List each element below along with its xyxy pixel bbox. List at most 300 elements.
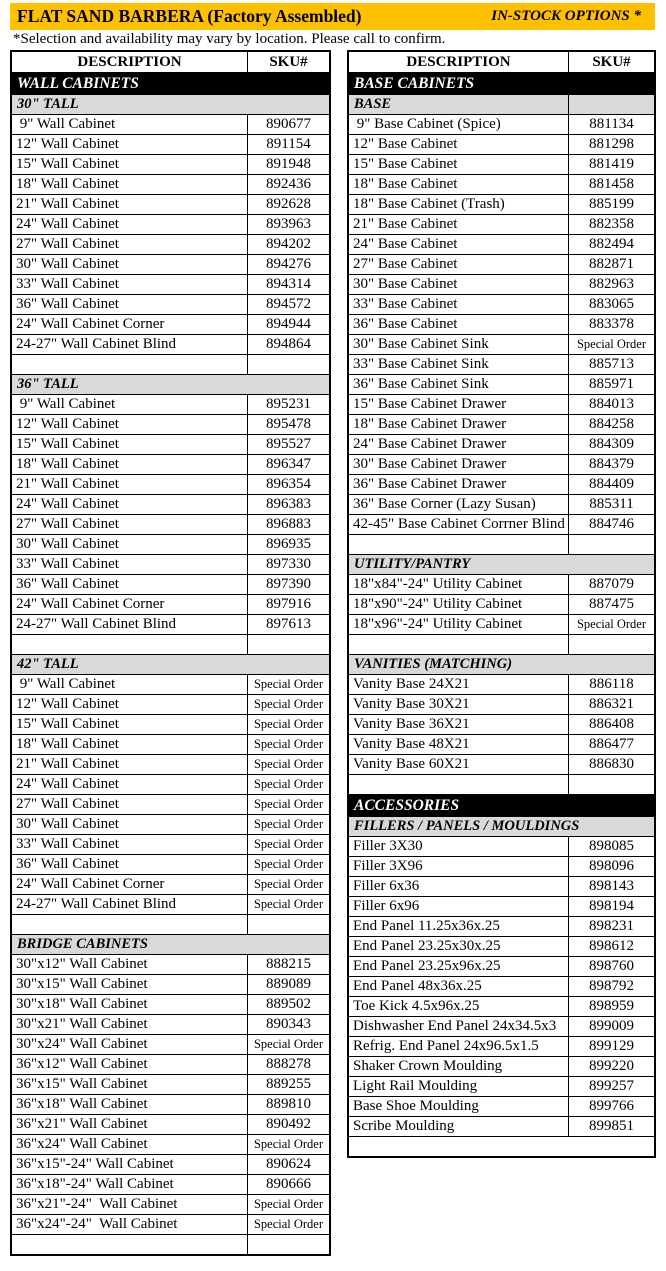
table-row (12, 754, 329, 774)
table-row (12, 214, 329, 234)
table-row (12, 514, 329, 534)
description-cell: 33" Base Cabinet Sink (353, 356, 489, 372)
sku-cell: 886321 (568, 695, 654, 714)
description-cell: 18" Base Cabinet Drawer (353, 416, 507, 432)
description-cell: Filler 6x96 (353, 898, 420, 914)
sku-cell: 898792 (568, 977, 654, 996)
spacer-description-cell (12, 635, 247, 654)
description-cell: 24" Wall Cabinet Corner (16, 596, 165, 612)
sku-cell: 898760 (568, 957, 654, 976)
description-cell: 30" Base Cabinet Drawer (353, 456, 507, 472)
table-row (12, 394, 329, 414)
description-cell: 42-45" Base Cabinet Corrner Blind (353, 516, 565, 532)
category-band (349, 794, 654, 816)
description-cell: 12" Wall Cabinet (16, 696, 119, 712)
wall-cabinets-table (10, 50, 331, 1256)
description-cell: 36" Base Cabinet (353, 316, 458, 332)
description-cell: 9" Wall Cabinet (16, 396, 116, 412)
sku-cell: Special Order (247, 775, 329, 794)
section-header-row (349, 654, 654, 674)
description-cell: Filler 3X96 (353, 858, 423, 874)
table-row (12, 194, 329, 214)
section-label: FILLERS / PANELS / MOULDINGS (354, 818, 580, 834)
description-cell: Shaker Crown Moulding (353, 1058, 503, 1074)
description-cell: 12" Wall Cabinet (16, 136, 119, 152)
sku-cell: Special Order (247, 1035, 329, 1054)
description-cell: 18"x90"-24" Utility Cabinet (353, 596, 523, 612)
table-row (349, 154, 654, 174)
sku-cell: 881134 (568, 115, 654, 134)
sku-cell: 888215 (247, 955, 329, 974)
sku-cell: 892628 (247, 195, 329, 214)
sku-cell: 890492 (247, 1115, 329, 1134)
table-row (12, 114, 329, 134)
table-row (12, 434, 329, 454)
table-row (12, 474, 329, 494)
description-cell: 30"x21" Wall Cabinet (16, 1016, 148, 1032)
description-cell: 30"x18" Wall Cabinet (16, 996, 148, 1012)
description-cell: 30" Base Cabinet Sink (353, 336, 489, 352)
spacer-row (12, 634, 329, 654)
sku-cell: 894572 (247, 295, 329, 314)
description-cell: 15" Wall Cabinet (16, 436, 119, 452)
sku-cell: 894276 (247, 255, 329, 274)
table-row (12, 1174, 329, 1194)
description-cell: Vanity Base 60X21 (353, 756, 470, 772)
description-cell: 9" Wall Cabinet (16, 116, 116, 132)
sku-cell: 898959 (568, 997, 654, 1016)
description-cell: 24" Base Cabinet (353, 236, 458, 252)
spacer-sku-cell (568, 775, 654, 794)
section-header-row (349, 94, 654, 114)
table-row (12, 954, 329, 974)
table-row (12, 554, 329, 574)
sku-cell: Special Order (247, 675, 329, 694)
sku-cell: 897330 (247, 555, 329, 574)
sku-cell: 899766 (568, 1097, 654, 1116)
sku-cell: Special Order (247, 1135, 329, 1154)
sku-cell: 896883 (247, 515, 329, 534)
sku-cell: 889810 (247, 1095, 329, 1114)
sku-cell: Special Order (247, 695, 329, 714)
sku-cell: 895231 (247, 395, 329, 414)
sku-cell: 897916 (247, 595, 329, 614)
spacer-row (12, 1234, 329, 1254)
category-band (349, 72, 654, 94)
description-cell: Base Shoe Moulding (353, 1098, 479, 1114)
table-row (12, 1194, 329, 1214)
spacer-sku-cell (247, 635, 329, 654)
table-row (349, 474, 654, 494)
description-cell: 24" Base Cabinet Drawer (353, 436, 507, 452)
description-cell: 18" Base Cabinet (353, 176, 458, 192)
description-cell: 24" Wall Cabinet Corner (16, 316, 165, 332)
base-cabinets-accessories-table (347, 50, 656, 1158)
sku-cell: 898143 (568, 877, 654, 896)
table-row (12, 454, 329, 474)
description-cell: Light Rail Moulding (353, 1078, 478, 1094)
table-row (12, 1114, 329, 1134)
sku-cell: 899851 (568, 1117, 654, 1136)
sku-cell: 892436 (247, 175, 329, 194)
table-row (349, 274, 654, 294)
table-row (349, 614, 654, 634)
table-row (349, 174, 654, 194)
description-cell: 18"x96"-24" Utility Cabinet (353, 616, 523, 632)
description-cell: 12" Base Cabinet (353, 136, 458, 152)
description-cell: Vanity Base 36X21 (353, 716, 470, 732)
table-row (349, 1116, 654, 1136)
description-cell: 36" Base Cabinet Drawer (353, 476, 507, 492)
spacer-description-cell (349, 535, 568, 554)
description-cell: Toe Kick 4.5x96x.25 (353, 998, 480, 1014)
description-cell: 18"x84"-24" Utility Cabinet (353, 576, 523, 592)
table-row (12, 494, 329, 514)
table-row (349, 134, 654, 154)
table-row (12, 314, 329, 334)
column-header-row (349, 52, 654, 72)
section-header-row (12, 934, 329, 954)
in-stock-options-label: IN-STOCK OPTIONS * (491, 8, 641, 24)
description-cell: 15" Wall Cabinet (16, 716, 119, 732)
table-row (12, 694, 329, 714)
description-cell: 27" Wall Cabinet (16, 516, 119, 532)
table-row (349, 214, 654, 234)
sku-cell: 898096 (568, 857, 654, 876)
description-cell: 15" Wall Cabinet (16, 156, 119, 172)
table-row (349, 574, 654, 594)
table-row (12, 794, 329, 814)
table-row (12, 774, 329, 794)
sku-cell: 891948 (247, 155, 329, 174)
spacer-description-cell (12, 355, 247, 374)
table-row (12, 1034, 329, 1054)
section-label: VANITIES (MATCHING) (354, 656, 513, 672)
sku-cell: 890624 (247, 1155, 329, 1174)
description-cell: 36" Base Cabinet Sink (353, 376, 489, 392)
description-cell: Vanity Base 30X21 (353, 696, 470, 712)
column-header-sku: SKU# (247, 52, 329, 72)
sku-cell: 886477 (568, 735, 654, 754)
sku-cell: 883378 (568, 315, 654, 334)
description-cell: 21" Base Cabinet (353, 216, 458, 232)
table-row (349, 916, 654, 936)
description-cell: 33" Wall Cabinet (16, 556, 119, 572)
table-row (12, 894, 329, 914)
table-row (349, 674, 654, 694)
section-label: 42" TALL (17, 656, 79, 672)
sku-cell: 896935 (247, 535, 329, 554)
table-row (349, 594, 654, 614)
description-cell: End Panel 48x36x.25 (353, 978, 482, 994)
table-row (12, 174, 329, 194)
sku-cell: 899129 (568, 1037, 654, 1056)
description-cell: 24" Wall Cabinet (16, 776, 119, 792)
description-cell: 9" Base Cabinet (Spice) (353, 116, 501, 132)
sku-cell: 887079 (568, 575, 654, 594)
sku-cell: 895478 (247, 415, 329, 434)
table-row (349, 294, 654, 314)
description-cell: Dishwasher End Panel 24x34.5x3 (353, 1018, 557, 1034)
table-row (349, 936, 654, 956)
section-header-row (349, 816, 654, 836)
sku-cell: 884379 (568, 455, 654, 474)
spacer-sku-cell (247, 1235, 329, 1254)
sku-cell: 890666 (247, 1175, 329, 1194)
section-label: 30" TALL (17, 96, 79, 112)
spacer-sku-cell (568, 635, 654, 654)
sku-cell: 887475 (568, 595, 654, 614)
description-cell: 36"x24"-24" Wall Cabinet (16, 1216, 178, 1232)
sku-cell: 885199 (568, 195, 654, 214)
spacer-sku-cell (247, 915, 329, 934)
spacer-row (349, 1136, 654, 1156)
sku-cell: 881419 (568, 155, 654, 174)
page-title: FLAT SAND BARBERA (Factory Assembled) (17, 6, 362, 26)
description-cell: 15" Base Cabinet (353, 156, 458, 172)
description-cell: 24-27" Wall Cabinet Blind (16, 616, 177, 632)
spacer-row (12, 914, 329, 934)
spacer-description-cell (12, 1235, 247, 1254)
description-cell: 21" Wall Cabinet (16, 196, 119, 212)
table-row (349, 996, 654, 1016)
sku-cell: 884746 (568, 515, 654, 534)
sku-cell: 898612 (568, 937, 654, 956)
table-row (349, 694, 654, 714)
sku-cell: Special Order (568, 615, 654, 634)
table-row (12, 614, 329, 634)
description-cell: 36"x21" Wall Cabinet (16, 1116, 148, 1132)
category-band (12, 72, 329, 94)
table-row (349, 334, 654, 354)
column-header-sku: SKU# (568, 52, 654, 72)
description-cell: End Panel 11.25x36x.25 (353, 918, 500, 934)
table-row (12, 714, 329, 734)
sku-cell: Special Order (247, 855, 329, 874)
table-row (349, 734, 654, 754)
table-row (349, 454, 654, 474)
section-sku-cell (568, 95, 654, 114)
sku-cell: 885971 (568, 375, 654, 394)
table-row (349, 1036, 654, 1056)
description-cell: 24-27" Wall Cabinet Blind (16, 896, 177, 912)
sku-cell: 886408 (568, 715, 654, 734)
table-row (12, 1154, 329, 1174)
table-row (12, 1054, 329, 1074)
sku-cell: 884309 (568, 435, 654, 454)
description-cell: 27" Base Cabinet (353, 256, 458, 272)
column-header-description: DESCRIPTION (77, 53, 182, 70)
table-row (12, 414, 329, 434)
section-header-row (12, 654, 329, 674)
table-row (349, 414, 654, 434)
description-cell: 15" Base Cabinet Drawer (353, 396, 507, 412)
table-row (12, 974, 329, 994)
table-row (12, 134, 329, 154)
sku-cell: 886118 (568, 675, 654, 694)
sku-cell: 896347 (247, 455, 329, 474)
description-cell: 12" Wall Cabinet (16, 416, 119, 432)
sku-cell: Special Order (247, 895, 329, 914)
spacer-row (349, 634, 654, 654)
sku-cell: 895527 (247, 435, 329, 454)
sku-cell: 890343 (247, 1015, 329, 1034)
description-cell: 21" Wall Cabinet (16, 756, 119, 772)
sku-cell: Special Order (247, 875, 329, 894)
description-cell: 30"x15" Wall Cabinet (16, 976, 148, 992)
sku-cell: 881458 (568, 175, 654, 194)
table-row (12, 834, 329, 854)
spacer-row (349, 534, 654, 554)
table-row (349, 254, 654, 274)
description-cell: 36" Wall Cabinet (16, 576, 119, 592)
description-cell: 24" Wall Cabinet Corner (16, 876, 165, 892)
section-header-row (349, 554, 654, 574)
sku-cell: 899009 (568, 1017, 654, 1036)
table-row (12, 234, 329, 254)
table-row (349, 434, 654, 454)
table-row (349, 1056, 654, 1076)
description-cell: 24" Wall Cabinet (16, 216, 119, 232)
table-row (349, 1016, 654, 1036)
sku-cell: 882494 (568, 235, 654, 254)
description-cell: 33" Wall Cabinet (16, 836, 119, 852)
description-cell: Filler 6x36 (353, 878, 420, 894)
description-cell: 30"x12" Wall Cabinet (16, 956, 148, 972)
section-label: BRIDGE CABINETS (17, 936, 148, 952)
table-row (349, 234, 654, 254)
sku-cell: 884013 (568, 395, 654, 414)
sku-cell: Special Order (247, 835, 329, 854)
spacer-description-cell (349, 775, 568, 794)
table-row (12, 674, 329, 694)
availability-note: *Selection and availability may vary by location. Please call to confirm. (13, 31, 446, 47)
section-header-row (12, 374, 329, 394)
description-cell: 36" Wall Cabinet (16, 856, 119, 872)
description-cell: Scribe Moulding (353, 1118, 455, 1134)
table-row (12, 254, 329, 274)
sku-cell: 897390 (247, 575, 329, 594)
category-band-label: BASE CABINETS (354, 74, 475, 92)
table-row (349, 754, 654, 774)
description-cell: 36"x24" Wall Cabinet (16, 1136, 148, 1152)
description-cell: 36" Wall Cabinet (16, 296, 119, 312)
description-cell: Filler 3X30 (353, 838, 423, 854)
description-cell: 30" Wall Cabinet (16, 256, 119, 272)
sku-cell: 889255 (247, 1075, 329, 1094)
description-cell: Vanity Base 48X21 (353, 736, 470, 752)
table-row (349, 514, 654, 534)
table-row (349, 836, 654, 856)
description-cell: 18" Base Cabinet (Trash) (353, 196, 505, 212)
table-row (12, 854, 329, 874)
description-cell: 36"x15"-24" Wall Cabinet (16, 1156, 174, 1172)
table-row (12, 294, 329, 314)
sku-cell: 885713 (568, 355, 654, 374)
sku-cell: 896383 (247, 495, 329, 514)
description-cell: 33" Wall Cabinet (16, 276, 119, 292)
section-label: 36" TALL (17, 376, 79, 392)
table-row (12, 1014, 329, 1034)
sku-cell: 898194 (568, 897, 654, 916)
sku-cell: Special Order (568, 335, 654, 354)
section-label: UTILITY/PANTRY (354, 556, 471, 572)
spacer-row (349, 774, 654, 794)
sku-cell: 897613 (247, 615, 329, 634)
table-row (349, 194, 654, 214)
description-cell: 36"x18" Wall Cabinet (16, 1096, 148, 1112)
description-cell: 36"x18"-24" Wall Cabinet (16, 1176, 174, 1192)
table-row (12, 874, 329, 894)
description-cell: 9" Wall Cabinet (16, 676, 116, 692)
sku-cell: Special Order (247, 715, 329, 734)
table-row (12, 1094, 329, 1114)
description-cell: 21" Wall Cabinet (16, 476, 119, 492)
description-cell: 33" Base Cabinet (353, 296, 458, 312)
sku-cell: 883065 (568, 295, 654, 314)
table-row (12, 594, 329, 614)
sku-cell: 889089 (247, 975, 329, 994)
sku-cell: 882963 (568, 275, 654, 294)
sku-cell: Special Order (247, 795, 329, 814)
spacer-row (12, 354, 329, 374)
spacer-cell (349, 1137, 654, 1156)
sku-cell: 885311 (568, 495, 654, 514)
sku-cell: 884409 (568, 475, 654, 494)
sku-cell: 884258 (568, 415, 654, 434)
description-cell: 30" Wall Cabinet (16, 536, 119, 552)
table-row (349, 354, 654, 374)
sku-cell: 898085 (568, 837, 654, 856)
table-row (349, 876, 654, 896)
table-row (12, 734, 329, 754)
table-row (12, 334, 329, 354)
table-row (12, 814, 329, 834)
sku-cell: 893963 (247, 215, 329, 234)
sku-cell: Special Order (247, 815, 329, 834)
table-row (12, 1134, 329, 1154)
table-row (349, 1096, 654, 1116)
category-band-label: WALL CABINETS (17, 74, 139, 92)
sku-cell: 894314 (247, 275, 329, 294)
description-cell: 27" Wall Cabinet (16, 236, 119, 252)
table-row (12, 1074, 329, 1094)
sku-cell: Special Order (247, 755, 329, 774)
description-cell: 27" Wall Cabinet (16, 796, 119, 812)
table-row (12, 1214, 329, 1234)
table-row (349, 114, 654, 134)
sku-cell: 890677 (247, 115, 329, 134)
table-row (349, 976, 654, 996)
title-banner (10, 3, 655, 30)
description-cell: 30"x24" Wall Cabinet (16, 1036, 148, 1052)
column-header-description: DESCRIPTION (406, 53, 511, 70)
description-cell: 30" Base Cabinet (353, 276, 458, 292)
description-cell: Vanity Base 24X21 (353, 676, 470, 692)
spacer-description-cell (12, 915, 247, 934)
table-row (12, 994, 329, 1014)
sku-cell: 882871 (568, 255, 654, 274)
table-row (349, 314, 654, 334)
description-cell: 36"x12" Wall Cabinet (16, 1056, 148, 1072)
description-cell: 36"x15" Wall Cabinet (16, 1076, 148, 1092)
description-cell: 18" Wall Cabinet (16, 176, 119, 192)
description-cell: End Panel 23.25x30x.25 (353, 938, 501, 954)
sku-cell: 899220 (568, 1057, 654, 1076)
description-cell: 36"x21"-24" Wall Cabinet (16, 1196, 178, 1212)
sku-cell: 882358 (568, 215, 654, 234)
sku-cell: 889502 (247, 995, 329, 1014)
